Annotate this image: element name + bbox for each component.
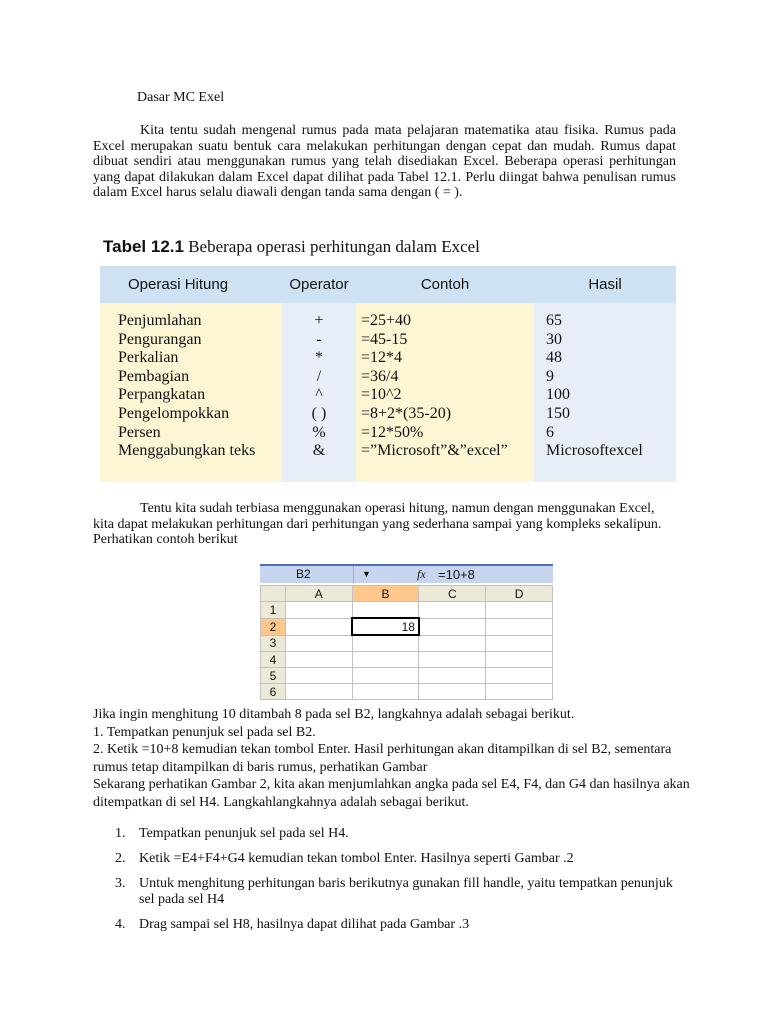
op-symbol: / [316, 367, 322, 385]
column-header-a[interactable]: A [285, 586, 352, 602]
list-item [93, 917, 683, 933]
row-header-3[interactable]: 3 [261, 635, 286, 652]
cell-grid [260, 585, 553, 700]
op-result: 150 [546, 404, 570, 422]
cell[interactable] [285, 635, 352, 652]
op-name: Perkalian [118, 349, 179, 367]
column-header-b[interactable]: B [352, 586, 419, 602]
cell[interactable] [419, 618, 486, 635]
row-header-4[interactable]: 4 [261, 652, 286, 668]
op-example: =12*50% [361, 423, 424, 441]
column-operator [282, 303, 356, 482]
op-result: 100 [546, 386, 570, 404]
cell[interactable] [352, 635, 419, 652]
column-hasil [534, 303, 676, 482]
table-caption-label: Tabel 12.1 [103, 237, 184, 256]
cell[interactable] [285, 684, 352, 700]
list-item-number: 1. [115, 826, 126, 841]
cell[interactable] [285, 618, 352, 635]
table-caption-text: Beberapa operasi perhitungan dalam Excel [188, 237, 480, 256]
header-operasi: Operasi Hitung [100, 266, 282, 303]
op-symbol: + [314, 312, 324, 329]
row-header-6[interactable]: 6 [261, 684, 286, 700]
name-box-value: B2 [296, 567, 311, 581]
operations-table [100, 266, 676, 482]
header-hasil: Hasil [534, 266, 676, 303]
op-result: 6 [546, 423, 554, 441]
paragraph-3-line: Jika ingin menghitung 10 ditambah 8 pada sel B2, langkahnya adalah sebagai berikut. [93, 707, 575, 722]
cell[interactable] [486, 652, 553, 668]
table-header-row [100, 266, 676, 303]
cell[interactable] [419, 668, 486, 684]
list-item-text: Tempatkan penunjuk sel pada sel H4. [139, 826, 349, 841]
list-item-text: Ketik =E4+F4+G4 kemudian tekan tombol Enter. Hasilnya seperti Gambar .2 [139, 851, 574, 866]
select-all-corner[interactable] [261, 586, 286, 602]
cell[interactable] [352, 602, 419, 619]
name-box[interactable] [260, 566, 354, 583]
row-header-1[interactable]: 1 [261, 602, 286, 619]
header-contoh: Contoh [356, 266, 534, 303]
list-item-text: Drag sampai sel H8, hasilnya dapat dilihat pada Gambar .3 [139, 916, 470, 932]
cell[interactable] [486, 602, 553, 619]
list-item [93, 876, 683, 907]
op-result: 48 [546, 349, 562, 367]
op-result: Microsoftexcel [546, 442, 643, 460]
op-name: Menggabungkan teks [118, 442, 256, 460]
op-example: =25+40 [361, 312, 412, 329]
op-name: Pengelompokkan [118, 404, 230, 422]
op-example: =36/4 [361, 367, 399, 385]
op-result: 9 [546, 367, 554, 385]
list-item-text: Untuk menghitung perhitungan baris berikutnya gunakan fill handle, yaitu tempatkan penunjuk sel pada sel H4 [139, 876, 673, 907]
intro-paragraph [93, 123, 676, 201]
cell[interactable] [486, 635, 553, 652]
op-name: Pengurangan [118, 330, 202, 348]
intro-text: Kita tentu sudah mengenal rumus pada mata pelajaran matematika atau fisika. Rumus pada Excel merupakan suatu bentuk cara melakukan perhitungan dengan cepat dan mudah. Rumus dapat dibuat sendiri atau menggunakan rumus yang telah disediakan Excel. Beberapa operasi perhitungan yang dapat dilakukan dalam Excel dapat dilihat pada Tabel 12.1. Perlu diingat bahwa penulisan rumus dalam Excel harus selalu diawali dengan tanda sama dengan ( = ). [93, 123, 676, 200]
list-item-number: 3. [115, 876, 126, 891]
op-result: 65 [546, 312, 562, 329]
paragraph-2 [93, 501, 676, 548]
op-example: =10^2 [361, 386, 402, 404]
cell[interactable] [486, 618, 553, 635]
name-box-dropdown[interactable] [354, 566, 384, 583]
column-header-c[interactable]: C [419, 586, 486, 602]
op-example: =12*4 [361, 349, 403, 367]
paragraph-3 [93, 706, 693, 811]
cell[interactable] [419, 652, 486, 668]
cell[interactable] [486, 684, 553, 700]
paragraph-3-line: 1. Tempatkan penunjuk sel pada sel B2. [93, 724, 316, 740]
row-header-5[interactable]: 5 [261, 668, 286, 684]
op-name: Perpangkatan [118, 386, 206, 404]
table-body-row [100, 303, 676, 482]
steps-list [93, 826, 683, 942]
paragraph-3-line: 2. Ketik =10+8 kemudian tekan tombol Enter. Hasil perhitungan akan ditampilkan di sel B2, sementara rumus tetap ditampilkan di baris rumus, perhatikan Gambar [93, 742, 672, 775]
cell[interactable] [352, 684, 419, 700]
header-operator: Operator [282, 266, 356, 303]
paragraph-2-text: Tentu kita sudah terbiasa menggunakan operasi hitung, namun dengan menggunakan Excel, kita dapat melakukan perhitungan dari perhitungan yang sederhana sampai yang kompleks sekalipun. Perhatikan contoh berikut [93, 501, 662, 547]
cell-b2-active[interactable]: 18 [352, 618, 419, 635]
op-result: 30 [546, 330, 562, 348]
cell[interactable] [352, 652, 419, 668]
op-example: =8+2*(35-20) [361, 404, 452, 422]
op-example: =45-15 [361, 330, 408, 348]
cell[interactable] [352, 668, 419, 684]
op-symbol: * [315, 349, 323, 367]
cell[interactable] [486, 668, 553, 684]
document-title: Dasar MC Exel [137, 90, 225, 105]
op-symbol: ( ) [311, 404, 327, 422]
list-item [93, 826, 683, 842]
list-item-number: 4. [115, 916, 126, 932]
cell[interactable] [419, 684, 486, 700]
excel-screenshot [260, 564, 553, 704]
cell[interactable] [285, 602, 352, 619]
column-operasi [100, 303, 282, 482]
column-header-d[interactable]: D [486, 586, 553, 602]
cell[interactable] [419, 602, 486, 619]
op-symbol: ^ [315, 386, 323, 404]
list-item [93, 851, 683, 867]
op-symbol: - [316, 330, 322, 348]
op-name: Penjumlahan [118, 312, 202, 329]
paragraph-3-line: Sekarang perhatikan Gambar 2, kita akan menjumlahkan angka pada sel E4, F4, dan G4 dan hasilnya akan ditempatkan di sel H4. Langkahlangkahnya adalah sebagai berikut. [93, 777, 690, 810]
row-header-2[interactable]: 2 [261, 618, 286, 635]
op-symbol: & [312, 442, 326, 460]
table-caption [103, 236, 480, 258]
chevron-down-icon: ▼ [362, 569, 371, 579]
column-contoh [356, 303, 534, 482]
fx-icon[interactable]: fx [417, 567, 426, 581]
cell[interactable] [285, 652, 352, 668]
cell[interactable] [419, 635, 486, 652]
op-symbol: % [312, 423, 326, 441]
formula-input[interactable]: =10+8 [438, 567, 475, 582]
cell[interactable] [285, 668, 352, 684]
formula-bar [260, 564, 553, 583]
op-name: Pembagian [118, 367, 190, 385]
list-item-number: 2. [115, 851, 126, 866]
op-example: =”Microsoft”&”excel” [361, 442, 508, 460]
op-name: Persen [118, 423, 161, 441]
